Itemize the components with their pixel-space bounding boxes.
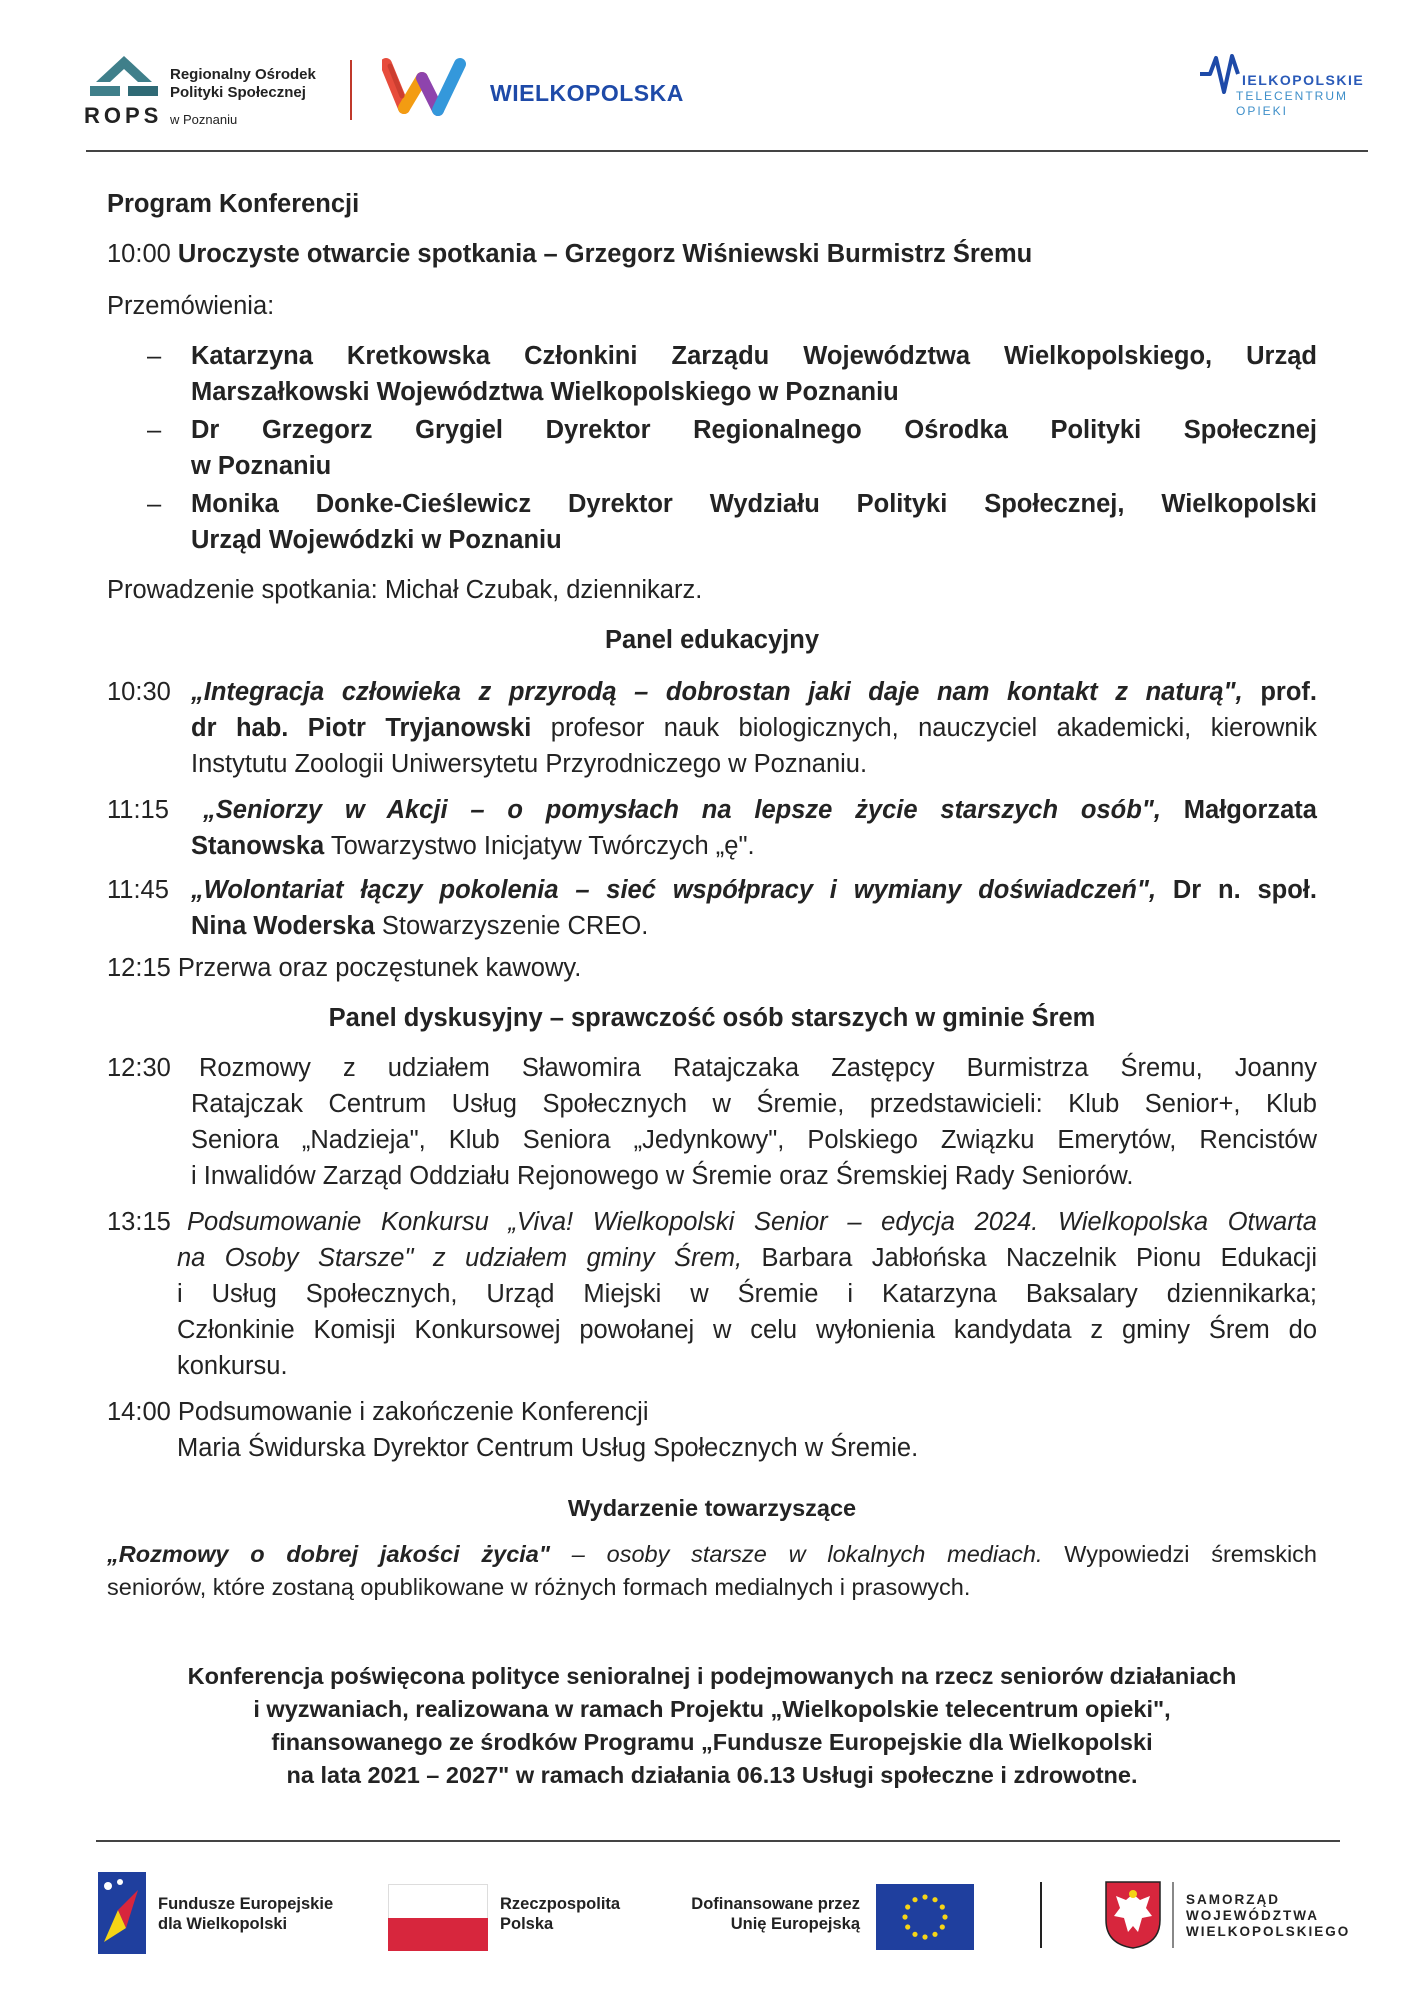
eu-star	[905, 1924, 910, 1929]
eu-star	[932, 1932, 937, 1937]
break-item: 12:15 Przerwa oraz poczęstunek kawowy.	[107, 954, 582, 982]
moderator: Prowadzenie spotkania: Michał Czubak, dziennikarz.	[107, 576, 703, 604]
speaker-line: w Poznaniu	[191, 452, 332, 480]
opening-text: Uroczyste otwarcie spotkania – Grzegorz Wiśniewski Burmistrz Śremu	[177, 240, 1033, 268]
eu-star	[912, 1897, 917, 1902]
session-line: Seniora „Nadzieja", Klub Seniora „Jedynkowy", Polskiego Związku Emerytów, Rencistów	[191, 1126, 1317, 1154]
wielkopolska-logo-icon	[382, 56, 468, 122]
session-line: 14:00 Podsumowanie i zakończenie Konferencji	[107, 1398, 649, 1426]
speaker-line: Monika Donke-Cieślewicz Dyrektor Wydziału Polityki Społecznej, Wielkopolski	[191, 490, 1317, 518]
session-line: Członkinie Komisji Konkursowej powołanej w celu wyłonienia kandydata z gminy Śrem do	[177, 1316, 1317, 1344]
flag-red-stripe	[388, 1918, 488, 1951]
session-line: Instytutu Zoologii Uniwersytetu Przyrodniczego w Poznaniu.	[191, 750, 868, 778]
speaker-line: Marszałkowski Województwa Wielkopolskiego w Poznaniu	[191, 378, 899, 406]
summary-line: Konferencja poświęcona polityce senioralnej i podejmowanych na rzecz seniorów działaniach	[187, 1663, 1237, 1689]
rops-logo-icon	[86, 54, 162, 104]
fe-name: Fundusze Europejskie dla Wielkopolski	[158, 1895, 334, 1933]
speaker-line: Urząd Wojewódzki w Poznaniu	[191, 526, 562, 554]
footer-rule	[96, 1840, 1340, 1842]
footer	[0, 1860, 1414, 1970]
session-line: „Wolontariat łączy pokolenia – sieć współpracy i wymiany doświadczeń", Dr n. społ.	[191, 876, 1317, 904]
speaker-line: Dr Grzegorz Grygiel Dyrektor Regionalnego Ośrodka Polityki Społecznej	[191, 416, 1317, 444]
eu-star	[905, 1904, 910, 1909]
rops-acronym: ROPS	[84, 103, 163, 128]
rp-name: Rzeczpospolita Polska	[500, 1895, 621, 1933]
session-time: 11:15	[107, 796, 169, 824]
eu-star	[922, 1894, 927, 1899]
eu-star	[902, 1914, 907, 1919]
speaker-line: Katarzyna Kretkowska Członkini Zarządu Województwa Wielkopolskiego, Urząd	[191, 342, 1317, 370]
session-line: na Osoby Starsze" z udziałem gminy Śrem, Barbara Jabłońska Naczelnik Pionu Edukacji	[177, 1244, 1318, 1272]
samorzad-name: SAMORZĄD WOJEWÓDZTWA WIELKOPOLSKIEGO	[1186, 1892, 1351, 1939]
session-line: dr hab. Piotr Tryjanowski profesor nauk biologicznych, nauczyciel akademicki, kierownik	[191, 714, 1317, 742]
session-time: 12:30	[107, 1054, 171, 1082]
session-line: „Seniorzy w Akcji – o pomysłach na lepsze życie starszych osób", Małgorzata	[203, 796, 1317, 824]
session-line: konkursu.	[177, 1352, 288, 1380]
eu-flag-icon	[876, 1884, 974, 1950]
side-event-line: seniorów, które zostaną opublikowane w różnych formach medialnych i prasowych.	[107, 1574, 971, 1600]
speeches-label: Przemówienia:	[107, 292, 275, 320]
header-divider	[350, 60, 352, 120]
rops-subtitle: w Poznaniu	[170, 112, 238, 127]
header-rule	[86, 150, 1368, 152]
eu-star	[940, 1904, 945, 1909]
eu-star	[932, 1897, 937, 1902]
session-line: Stanowska Towarzystwo Inicjatyw Twórczych „ę".	[191, 832, 755, 860]
session-line: Ratajczak Centrum Usług Społecznych w Śremie, przedstawicieli: Klub Senior+, Klub	[191, 1090, 1317, 1118]
eu-funding-text: Dofinansowane przez Unię Europejską	[691, 1895, 860, 1933]
eu-star	[912, 1932, 917, 1937]
wielkopolska-wordmark: WIELKOPOLSKA	[490, 80, 684, 106]
session-line: Nina Woderska Stowarzyszenie CREO.	[191, 912, 649, 940]
list-dash: –	[147, 490, 162, 518]
list-dash: –	[147, 416, 162, 444]
session-line: „Integracja człowieka z przyrodą – dobrostan jaki daje nam kontakt z naturą", prof.	[191, 678, 1317, 706]
opening-time: 10:00	[107, 240, 171, 268]
header	[0, 0, 1414, 160]
eu-star	[942, 1914, 947, 1919]
side-event-title: Wydarzenie towarzyszące	[567, 1495, 857, 1521]
eu-star	[922, 1934, 927, 1939]
session-line: i Usług Społecznych, Urząd Miejski w Śremie i Katarzyna Baksalary dziennikarka;	[177, 1280, 1317, 1308]
summary-line: na lata 2021 – 2027" w ramach działania 06.13 Usługi społeczne i zdrowotne.	[286, 1762, 1138, 1788]
session-line: Maria Świdurska Dyrektor Centrum Usług Społecznych w Śremie.	[177, 1434, 919, 1462]
session-line: Rozmowy z udziałem Sławomira Ratajczaka Zastępcy Burmistrza Śremu, Joanny	[199, 1054, 1317, 1082]
coat-of-arms-icon	[1104, 1880, 1162, 1950]
list-dash: –	[147, 342, 162, 370]
session-line: i Inwalidów Zarząd Oddziału Rejonowego w Śremie oraz Śremskiej Rady Seniorów.	[191, 1162, 1134, 1190]
session-time: 11:45	[107, 876, 169, 904]
panel-title: Panel edukacyjny	[604, 626, 820, 654]
session-time: 13:15	[107, 1208, 171, 1236]
fe-logo-icon	[98, 1872, 146, 1954]
eu-star	[940, 1924, 945, 1929]
poland-flag-icon	[388, 1884, 488, 1950]
program-title: Program Konferencji	[107, 190, 360, 218]
telecentrum-name: IELKOPOLSKIE TELECENTRUM OPIEKI	[1236, 72, 1365, 118]
summary-line: i wyzwaniach, realizowana w ramach Projektu „Wielkopolskie telecentrum opieki",	[253, 1696, 1171, 1722]
coat-divider	[1172, 1882, 1174, 1948]
footer-divider	[1040, 1882, 1042, 1948]
side-event-line: „Rozmowy o dobrej jakości życia" – osoby starsze w lokalnych mediach. Wypowiedzi śremskich	[107, 1541, 1317, 1567]
opening-item	[107, 236, 1032, 272]
session-line: Podsumowanie Konkursu „Viva! Wielkopolski Senior – edycja 2024. Wielkopolska Otwarta	[187, 1208, 1317, 1236]
rops-name: Regionalny Ośrodek Polityki Społecznej	[170, 66, 316, 101]
session-time: 10:30	[107, 678, 171, 706]
summary-line: finansowanego ze środków Programu „Fundusze Europejskie dla Wielkopolski	[271, 1729, 1153, 1755]
panel-title: Panel dyskusyjny – sprawczość osób starszych w gminie Śrem	[328, 1004, 1096, 1032]
conference-summary	[107, 1660, 1317, 1792]
